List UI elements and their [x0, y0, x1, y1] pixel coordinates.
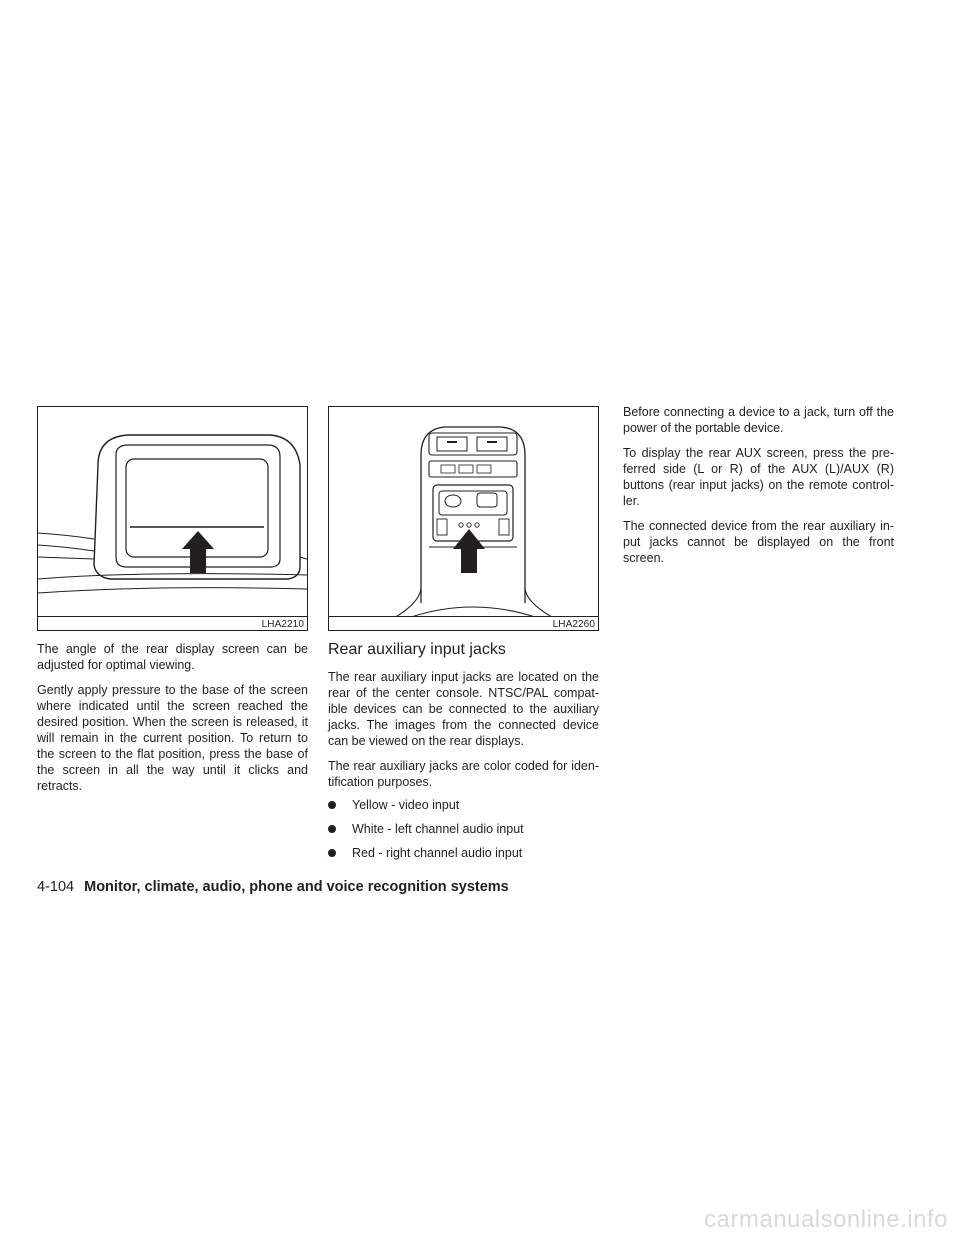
arrow-icon: [453, 529, 485, 573]
figure-code: LHA2210: [261, 619, 304, 630]
left-column: [37, 406, 308, 794]
bullet-icon: [328, 825, 336, 833]
figure-code: LHA2260: [552, 619, 595, 630]
list-item: [328, 821, 599, 837]
paragraph: The rear auxiliary jacks are color coded for iden-tification purposes.: [328, 759, 599, 789]
bullet-icon: [328, 849, 336, 857]
paragraph: The angle of the rear display screen can be adjusted for optimal viewing.: [37, 642, 308, 672]
watermark-text: carmanualsonline.info: [704, 1206, 948, 1233]
middle-column: [328, 406, 599, 869]
paragraph: Before connecting a device to a jack, turn off the power of the portable device.: [623, 405, 894, 435]
paragraph: The connected device from the rear auxiliary in-put jacks cannot be displayed on the front screen.: [623, 519, 894, 565]
paragraph: The rear auxiliary input jacks are located on the rear of the center console. NTSC/PAL compat-ible devices can be connected to the auxiliary jacks. The images from the connected device can be viewed on the rear displays.: [328, 670, 599, 748]
list-item-text: White - left channel audio input: [352, 822, 524, 836]
rear-console-figure: [328, 406, 599, 631]
bullet-icon: [328, 801, 336, 809]
right-column: [623, 404, 894, 566]
jack-color-list: [328, 797, 599, 861]
rear-display-screen-figure: [37, 406, 308, 631]
paragraph: Gently apply pressure to the base of the screen where indicated until the screen reached the desired position. When the screen is released, it will remain in the current position. To return to the screen to the flat position, press the base of the screen in all the way until it clicks and retracts.: [37, 683, 308, 793]
page-number: 4-104: [37, 879, 75, 895]
list-item: [328, 797, 599, 813]
paragraph: To display the rear AUX screen, press the pre-ferred side (L or R) of the AUX (L)/AUX (R) buttons (rear input jacks) on the remote control-ler.: [623, 446, 894, 508]
list-item: [328, 845, 599, 861]
list-item-text: Red - right channel audio input: [352, 846, 523, 860]
rear-console-illustration: [329, 407, 598, 630]
section-title: Monitor, climate, audio, phone and voice recognition systems: [84, 879, 509, 895]
section-heading: Rear auxiliary input jacks: [328, 641, 506, 658]
rear-display-screen-illustration: [38, 407, 307, 630]
page-footer: [37, 878, 509, 896]
list-item-text: Yellow - video input: [352, 798, 460, 812]
